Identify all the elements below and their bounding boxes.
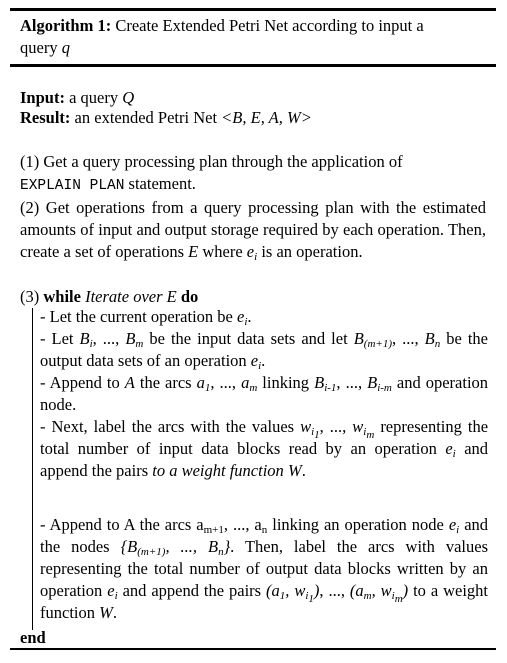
loop-step-5-b: linking an operation node bbox=[272, 515, 444, 534]
loop-step-5-W: W bbox=[99, 603, 113, 622]
algorithm-box bbox=[10, 8, 496, 649]
caption-rule bbox=[10, 64, 496, 67]
loop-step-1-var: e bbox=[237, 307, 245, 326]
top-rule bbox=[10, 8, 496, 11]
algorithm-title: Create Extended Petri Net according to input a bbox=[115, 16, 424, 35]
loop-step-5-d: . Then, label the arcs with values representing the total number of output data blocks written by an operation bbox=[40, 537, 488, 600]
step-2 bbox=[20, 197, 486, 263]
result-tuple: <B, E, A, W> bbox=[221, 108, 312, 127]
step-1 bbox=[20, 151, 486, 197]
step-2-set: E bbox=[188, 242, 199, 261]
input-text: a query bbox=[69, 88, 119, 107]
loop-step-3: - Append to A the arcs $a_1$, ..., $a_m$ linking $B_{i-1}$, ..., $B_{i-m}$ and operation node. bbox=[40, 373, 489, 414]
input-label: Input: bbox=[20, 88, 65, 107]
loop-step-5-e: and append the pairs bbox=[122, 581, 262, 600]
while-keyword: while bbox=[43, 287, 81, 306]
loop-step-2-b: and let bbox=[301, 329, 348, 348]
step-2-ei: e bbox=[246, 242, 255, 261]
loop-step-3-c: linking bbox=[262, 373, 310, 392]
loop-step-2-mid: be the input data sets bbox=[149, 329, 296, 348]
algorithm-title-var: q bbox=[61, 38, 70, 57]
loop-step-1-text: - Let the current operation be bbox=[40, 307, 233, 326]
loop-step-3-a: - Append to bbox=[40, 373, 120, 392]
loop-step-4-a: - Next, label the arcs with the values bbox=[40, 417, 295, 436]
end-keyword: end bbox=[20, 628, 46, 647]
step-1-code: EXPLAIN PLAN bbox=[20, 178, 125, 194]
step-2-text: (2) Get operations from a query processing plan with the estimated amounts of input and output storage required by each operation. Then, create a set of operations bbox=[20, 198, 486, 261]
loop-step-2: - Let $B_i$, ..., $B_m$ be the input data sets and let $B_{(m+1)}$, ..., $B_n$ be the output data sets of an operation $e_i$. bbox=[40, 329, 489, 372]
step-1-tail: statement. bbox=[128, 174, 196, 193]
do-keyword: do bbox=[180, 287, 199, 306]
loop-step-4: - Next, label the arcs with the values $w_{i_1}$, ..., $w_{i_m}$ representing the total number of input data blocks read by an operation $e_i$ and append the pairs to a weight function W. bbox=[40, 417, 489, 480]
loop-step-5-f: to a weight function bbox=[40, 581, 489, 622]
result-text: an extended Petri Net bbox=[74, 108, 218, 127]
result-line bbox=[20, 108, 312, 128]
step-1-text: (1) Get a query processing plan through the application of bbox=[20, 152, 403, 171]
loop-step-4-b: representing the total number of input data blocks read by an operation bbox=[40, 417, 489, 458]
loop-step-4-W: W bbox=[287, 461, 302, 480]
loop-step-5-c: and the nodes bbox=[40, 515, 489, 556]
loop-step-5-a: - Append to A the arcs a bbox=[40, 515, 204, 534]
step-3-num: (3) bbox=[20, 287, 40, 306]
loop-step-4-d: to a weight function bbox=[152, 461, 284, 480]
loop-step-5: - Append to A the arcs $a_{m+1}$, ..., $a_n$ linking an operation node $e_i$ and the nodes {$B_{(m+1)}$, ..., $B_n$}. Then, label the arcs with values representing the total number of output data blocks written by an operation $e_i$ and append the pairs ($a_1$, $w_{i_1}$), ..., ($a_m$, $w_{i_m}$) to a weight function W. bbox=[40, 515, 489, 622]
step-2-where: where bbox=[202, 242, 243, 261]
loop-step-2-a: - Let bbox=[40, 329, 74, 348]
input-line bbox=[20, 88, 134, 108]
result-label: Result: bbox=[20, 108, 71, 127]
loop-step-4-c: and append the pairs bbox=[40, 439, 489, 480]
loop-step-3-b: the arcs bbox=[139, 373, 192, 392]
loop-step-1-sub: i bbox=[244, 316, 248, 328]
loop-step-2-c: be the output data sets of an operation bbox=[40, 329, 489, 370]
step-2-end: is an operation. bbox=[261, 242, 363, 261]
loop-step-3-A: A bbox=[124, 373, 135, 392]
bottom-rule bbox=[10, 648, 496, 650]
loop-step-3-d: and operation node. bbox=[40, 373, 489, 414]
loop-step-1: - Let the current operation be $e_i$. bbox=[40, 307, 252, 328]
input-var: Q bbox=[122, 88, 135, 107]
step-3-header bbox=[20, 286, 198, 308]
algorithm-title-tail: query bbox=[20, 38, 58, 57]
loop-bar bbox=[32, 308, 33, 630]
algorithm-caption bbox=[20, 15, 490, 59]
step-2-i: i bbox=[254, 251, 258, 263]
while-condition: Iterate over E bbox=[85, 287, 177, 306]
algorithm-label: Algorithm 1: bbox=[20, 16, 112, 35]
